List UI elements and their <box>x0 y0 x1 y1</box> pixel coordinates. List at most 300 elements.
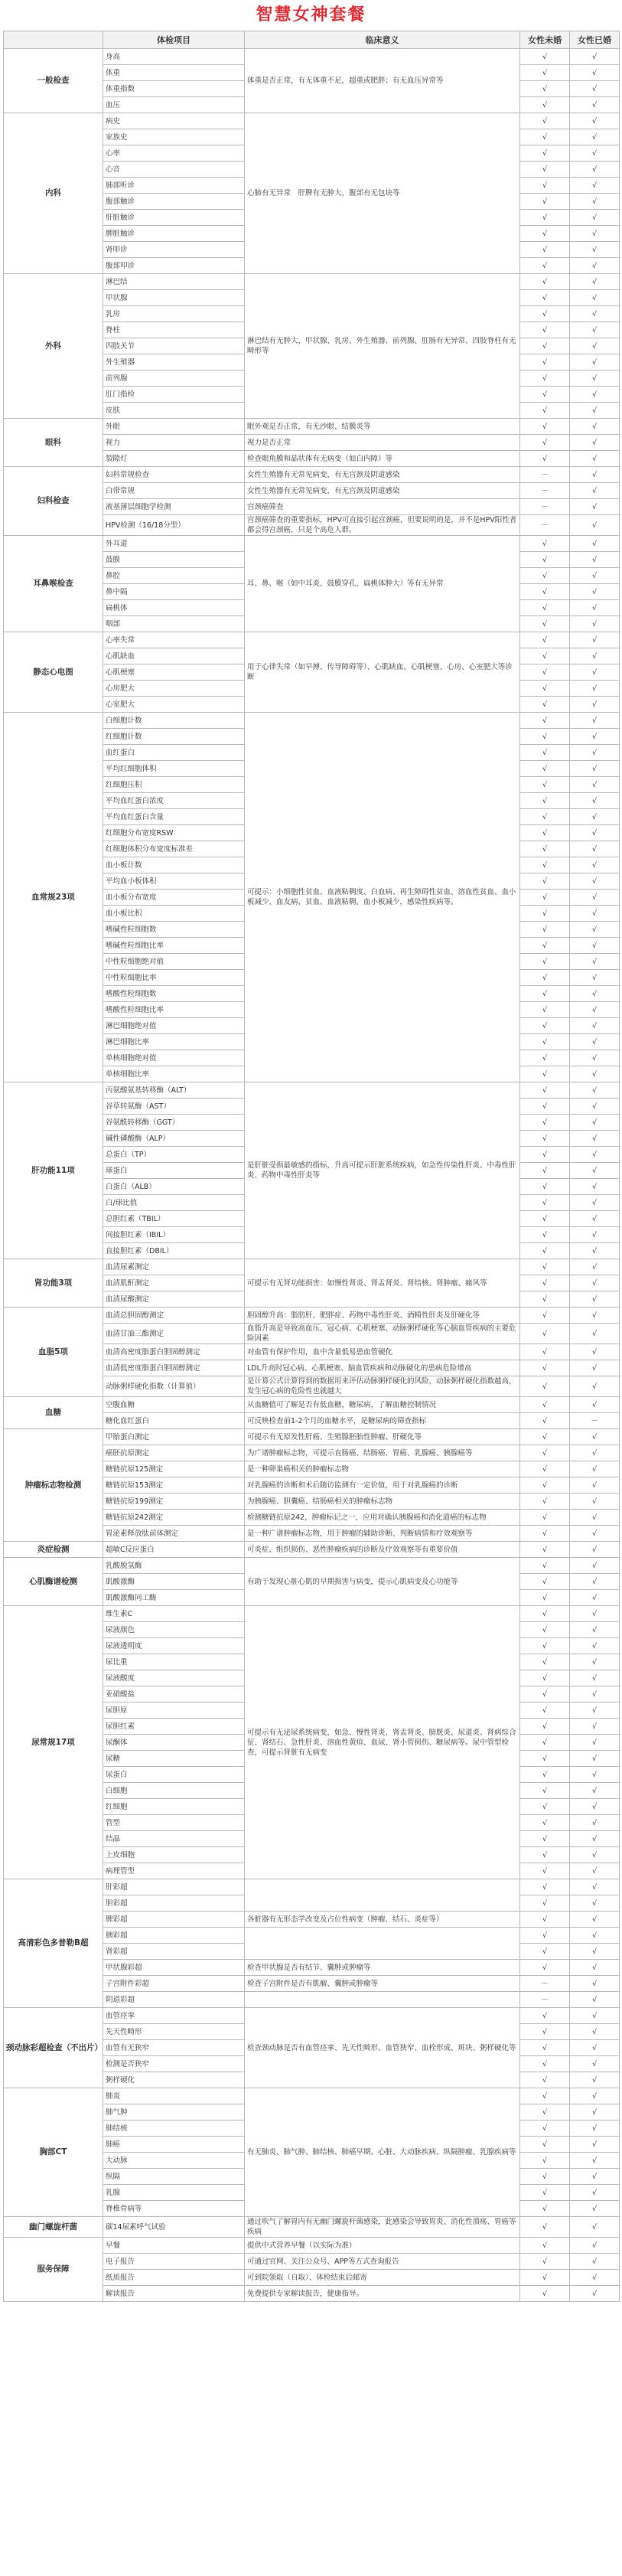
table-row <box>4 2008 620 2024</box>
married-mark: √ <box>570 2270 620 2286</box>
married-mark: √ <box>570 1147 620 1163</box>
married-mark: √ <box>570 1767 620 1783</box>
unmarried-mark: √ <box>520 49 570 65</box>
married-mark: √ <box>570 290 620 306</box>
item-cell: 血压 <box>103 97 245 113</box>
item-cell: 平均血红蛋白含量 <box>103 809 245 825</box>
unmarried-mark: √ <box>520 1494 570 1510</box>
item-cell: 心室肥大 <box>103 697 245 713</box>
married-mark: √ <box>570 1429 620 1445</box>
married-mark: √ <box>570 873 620 890</box>
item-cell: 尿胆原 <box>103 1703 245 1719</box>
item-cell: 前列腺 <box>103 371 245 387</box>
item-cell: 鼓膜 <box>103 552 245 568</box>
category-cell: 一般检查 <box>4 49 103 113</box>
item-cell: 白细胞计数 <box>103 713 245 729</box>
married-mark: √ <box>570 354 620 371</box>
married-mark: √ <box>570 226 620 242</box>
item-cell: 肝脏触诊 <box>103 210 245 226</box>
item-cell: 癌胚抗原测定 <box>103 1445 245 1461</box>
unmarried-mark: √ <box>520 1115 570 1131</box>
item-cell: 肝彩超 <box>103 1879 245 1895</box>
married-mark: √ <box>570 1211 620 1227</box>
item-cell: 解读报告 <box>103 2286 245 2302</box>
married-mark: √ <box>570 483 620 499</box>
meaning-cell: 各脏器有无形态学改变及占位性病变（肿瘤、结石、炎症等） <box>245 1912 520 1928</box>
married-mark: √ <box>570 1590 620 1606</box>
unmarried-mark: √ <box>520 2270 570 2286</box>
unmarried-mark: √ <box>520 761 570 777</box>
unmarried-mark: √ <box>520 536 570 552</box>
unmarried-mark: √ <box>520 1050 570 1066</box>
item-cell: 心肌缺血 <box>103 648 245 664</box>
meaning-cell: 眼外观是否正常，有无沙眼、结膜炎等 <box>245 419 520 435</box>
table-header-row <box>4 31 620 49</box>
unmarried-mark: √ <box>520 1324 570 1344</box>
item-cell: 鼻中隔 <box>103 584 245 600</box>
married-mark: √ <box>570 515 620 536</box>
item-cell: 肌酸激酶同工酶 <box>103 1590 245 1606</box>
married-mark: √ <box>570 1526 620 1542</box>
unmarried-mark: √ <box>520 1622 570 1638</box>
unmarried-mark: √ <box>520 242 570 258</box>
unmarried-mark: √ <box>520 1831 570 1847</box>
item-cell: 嗜碱性粒细胞比率 <box>103 938 245 954</box>
married-mark: √ <box>570 306 620 322</box>
unmarried-mark: √ <box>520 1082 570 1099</box>
married-mark: √ <box>570 49 620 65</box>
item-cell: 血清尿素测定 <box>103 1259 245 1275</box>
married-mark: √ <box>570 1494 620 1510</box>
item-cell: 血小板计数 <box>103 857 245 873</box>
unmarried-mark: √ <box>520 210 570 226</box>
married-mark: √ <box>570 1783 620 1799</box>
married-mark: √ <box>570 242 620 258</box>
unmarried-mark: √ <box>520 2121 570 2137</box>
item-cell: 尿比重 <box>103 1654 245 1670</box>
item-cell: 乳酸脱氢酶 <box>103 1558 245 1574</box>
unmarried-mark: √ <box>520 2169 570 2185</box>
item-cell: 脊椎骨病等 <box>103 2201 245 2217</box>
item-cell: 子宫附件彩超 <box>103 1976 245 1992</box>
married-mark: √ <box>570 986 620 1002</box>
item-cell: 心音 <box>103 162 245 178</box>
married-mark: √ <box>570 664 620 681</box>
married-mark: √ <box>570 1719 620 1735</box>
married-mark: √ <box>570 97 620 113</box>
married-mark: √ <box>570 451 620 467</box>
married-mark: √ <box>570 1542 620 1558</box>
meaning-cell: 宫颈癌筛查 <box>245 499 520 515</box>
married-mark: √ <box>570 1308 620 1324</box>
unmarried-mark: √ <box>520 1735 570 1751</box>
item-cell: 亚硝酸盐 <box>103 1686 245 1703</box>
unmarried-mark: √ <box>520 954 570 970</box>
item-cell: 血清高密度脂蛋白胆固醇测定 <box>103 1344 245 1360</box>
married-mark: √ <box>570 697 620 713</box>
item-cell: 糖链抗原153测定 <box>103 1477 245 1494</box>
item-cell: 尿糖 <box>103 1751 245 1767</box>
married-mark: － <box>570 1413 620 1429</box>
item-cell: 糖链抗原125测定 <box>103 1461 245 1477</box>
item-cell: 尿液颜色 <box>103 1622 245 1638</box>
unmarried-mark: √ <box>520 777 570 793</box>
item-cell: 糖链抗原199测定 <box>103 1494 245 1510</box>
item-cell: 咽部 <box>103 616 245 632</box>
item-cell: 血管痉挛 <box>103 2008 245 2024</box>
item-cell: 粥样硬化 <box>103 2072 245 2088</box>
married-mark: √ <box>570 857 620 873</box>
item-cell: 胆彩超 <box>103 1895 245 1912</box>
category-cell: 血糖 <box>4 1397 103 1429</box>
unmarried-mark: √ <box>520 226 570 242</box>
married-mark: √ <box>570 162 620 178</box>
meaning-cell: 为广谱肿瘤标志物，可提示直肠癌、结肠癌、胃癌、乳腺癌、胰腺癌等 <box>245 1445 520 1461</box>
item-cell: 总胆红素（TBIL） <box>103 1211 245 1227</box>
meaning-cell <box>245 1992 520 2008</box>
unmarried-mark: √ <box>520 1928 570 1944</box>
item-cell: 平均血小板体积 <box>103 873 245 890</box>
table-row <box>4 632 620 648</box>
meaning-cell: 可提示有无肾功能损害：如慢性肾炎、肾盂肾炎、肾结核、肾肿瘤、痛风等 <box>245 1259 520 1308</box>
married-mark: √ <box>570 1960 620 1976</box>
unmarried-mark: √ <box>520 387 570 403</box>
meaning-cell: 可提示：小细胞性贫血、血液粘稠度、白血病、再生障碍性贫血、溶血性贫血、血小板减少、血友病、贫血、血液粘稠、血小板减少，感染性疾病等。 <box>245 713 520 1082</box>
meaning-cell: 胆固醇升高：脂肪肝、肥胖症、药物中毒性肝炎、酒精性肝炎及肝硬化等 <box>245 1308 520 1324</box>
item-cell: 嗜碱性粒细胞数 <box>103 922 245 938</box>
married-mark: √ <box>570 1912 620 1928</box>
category-cell: 肝功能11项 <box>4 1082 103 1259</box>
married-mark: √ <box>570 2153 620 2169</box>
married-mark: √ <box>570 2169 620 2185</box>
unmarried-mark: √ <box>520 970 570 986</box>
married-mark: √ <box>570 81 620 97</box>
married-mark: √ <box>570 1360 620 1376</box>
married-mark: √ <box>570 2217 620 2238</box>
married-mark: √ <box>570 178 620 194</box>
married-mark: √ <box>570 729 620 745</box>
meaning-cell: 心肺有无异常 肝脾有无肿大，腹部有无包块等 <box>245 113 520 274</box>
meaning-cell: 宫颈癌筛查的重要指标，HPV可直接引起宫颈癌，但要说明的是，并不是HPV阳性者都会得宫颈癌，只是个高危人群。 <box>245 515 520 536</box>
item-cell: 体重指数 <box>103 81 245 97</box>
item-cell: 嗜酸性粒细胞数 <box>103 986 245 1002</box>
meaning-cell: 检查眼角膜和晶状体有无病变（如白内障）等 <box>245 451 520 467</box>
item-cell: 电子报告 <box>103 2254 245 2270</box>
married-mark: √ <box>570 1606 620 1622</box>
item-cell: 碱性磷酸酶（ALP） <box>103 1131 245 1147</box>
item-cell: 平均红细胞体积 <box>103 761 245 777</box>
item-cell: 外眼 <box>103 419 245 435</box>
unmarried-mark: √ <box>520 1195 570 1211</box>
married-mark: √ <box>570 1992 620 2008</box>
item-cell: 肺炎 <box>103 2088 245 2104</box>
table-row <box>4 713 620 729</box>
item-cell: 甲状腺 <box>103 290 245 306</box>
unmarried-mark: √ <box>520 1686 570 1703</box>
married-mark: √ <box>570 1291 620 1308</box>
unmarried-mark: － <box>520 499 570 515</box>
unmarried-mark: √ <box>520 451 570 467</box>
married-mark: √ <box>570 1622 620 1638</box>
unmarried-mark: √ <box>520 1510 570 1526</box>
meaning-cell: 通过吹气了解胃内有无幽门螺旋杆菌感染，此感染会导致胃炎、消化性溃疡、胃癌等疾病 <box>245 2217 520 2238</box>
unmarried-mark: √ <box>520 922 570 938</box>
married-mark: √ <box>570 1574 620 1590</box>
married-mark: √ <box>570 1735 620 1751</box>
married-mark: √ <box>570 1243 620 1259</box>
meaning-cell: 提供中式营养早餐（以实际为准） <box>245 2238 520 2254</box>
married-mark: √ <box>570 467 620 483</box>
unmarried-mark: √ <box>520 1243 570 1259</box>
married-mark: √ <box>570 1082 620 1099</box>
item-cell: 白带常规 <box>103 483 245 499</box>
unmarried-mark: √ <box>520 1606 570 1622</box>
item-cell: 中性粒细胞绝对值 <box>103 954 245 970</box>
unmarried-mark: √ <box>520 1099 570 1115</box>
table-row <box>4 1259 620 1275</box>
item-cell: 尿胆红素 <box>103 1719 245 1735</box>
unmarried-mark: √ <box>520 825 570 841</box>
married-mark: √ <box>570 1976 620 1992</box>
unmarried-mark: √ <box>520 2088 570 2104</box>
unmarried-mark: √ <box>520 1751 570 1767</box>
married-mark: √ <box>570 2056 620 2072</box>
unmarried-mark: √ <box>520 2104 570 2121</box>
unmarried-mark: √ <box>520 552 570 568</box>
meaning-cell: 是计算公式计算得到的数据用来评估动脉粥样硬化的风险，动脉粥样硬化指数越高，发生冠心病的危险性也就越大 <box>245 1376 520 1397</box>
married-mark: √ <box>570 600 620 616</box>
married-mark: √ <box>570 1002 620 1018</box>
category-cell: 内科 <box>4 113 103 274</box>
married-mark: √ <box>570 1275 620 1291</box>
item-cell: 血清总胆固醇测定 <box>103 1308 245 1324</box>
unmarried-mark: √ <box>520 1847 570 1863</box>
table-row <box>4 1308 620 1324</box>
unmarried-mark: √ <box>520 1413 570 1429</box>
item-cell: 心率失常 <box>103 632 245 648</box>
unmarried-mark: √ <box>520 113 570 129</box>
married-mark: √ <box>570 274 620 290</box>
item-cell: 皮肤 <box>103 403 245 419</box>
item-cell: 血清尿酸测定 <box>103 1291 245 1308</box>
unmarried-mark: √ <box>520 2024 570 2040</box>
category-cell: 眼科 <box>4 419 103 467</box>
item-cell: 淋巴结 <box>103 274 245 290</box>
item-cell: 白蛋白（ALB） <box>103 1179 245 1195</box>
item-cell: 直接胆红素（DBIL） <box>103 1243 245 1259</box>
unmarried-mark: √ <box>520 97 570 113</box>
item-cell: 平均血红蛋白浓度 <box>103 793 245 809</box>
unmarried-mark: √ <box>520 2185 570 2201</box>
married-mark: √ <box>570 1227 620 1243</box>
unmarried-mark: √ <box>520 1783 570 1799</box>
table-row <box>4 1429 620 1445</box>
unmarried-mark: √ <box>520 81 570 97</box>
married-mark: √ <box>570 906 620 922</box>
category-cell: 心肌酶谱检测 <box>4 1558 103 1606</box>
married-mark: √ <box>570 499 620 515</box>
married-mark: √ <box>570 2008 620 2024</box>
item-cell: 尿液酸度 <box>103 1670 245 1686</box>
meaning-cell: 检查甲状腺是否有结节、囊肿或肿瘤等 <box>245 1960 520 1976</box>
unmarried-mark: √ <box>520 1308 570 1324</box>
unmarried-mark: √ <box>520 1429 570 1445</box>
married-mark: √ <box>570 1863 620 1879</box>
meaning-cell: 女性生殖器有无常见病变，有无宫颈及阴道感染 <box>245 467 520 483</box>
item-cell: 上皮细胞 <box>103 1847 245 1863</box>
item-cell: 糖化血红蛋白 <box>103 1413 245 1429</box>
married-mark: √ <box>570 435 620 451</box>
item-cell: 胰彩超 <box>103 1928 245 1944</box>
unmarried-mark: √ <box>520 1703 570 1719</box>
meaning-cell: 有助于发现心脏心肌的早期损害与病变，提示心肌病变及心功能等 <box>245 1558 520 1606</box>
married-mark: √ <box>570 970 620 986</box>
married-mark: √ <box>570 1928 620 1944</box>
married-mark: √ <box>570 1686 620 1703</box>
item-cell: 肺结核 <box>103 2121 245 2137</box>
header-married: 女性已婚 <box>570 31 620 49</box>
meaning-cell: 检查颈动脉是否有血管痉挛、先天性畸形、血管狭窄、血栓形成、斑块、粥样硬化等 <box>245 2008 520 2088</box>
item-cell: 血清低密度脂蛋白胆固醇测定 <box>103 1360 245 1376</box>
married-mark: √ <box>570 1324 620 1344</box>
category-cell: 炎症检测 <box>4 1542 103 1558</box>
meaning-cell: 有无肺炎、肺气肿、肺结核、肺癌早期、心脏、大动脉疾病、纵隔肿瘤、乳腺疾病等 <box>245 2088 520 2217</box>
item-cell: 红细胞压积 <box>103 777 245 793</box>
unmarried-mark: √ <box>520 1477 570 1494</box>
married-mark: √ <box>570 648 620 664</box>
unmarried-mark: √ <box>520 129 570 145</box>
married-mark: √ <box>570 258 620 274</box>
married-mark: √ <box>570 194 620 210</box>
unmarried-mark: √ <box>520 632 570 648</box>
unmarried-mark: √ <box>520 306 570 322</box>
item-cell: 空腹血糖 <box>103 1397 245 1413</box>
category-cell: 颈动脉彩超检查（不出片） <box>4 2008 103 2088</box>
meaning-cell: 检查子宫附件是否有肌瘤、囊肿或肿瘤等 <box>245 1976 520 1992</box>
item-cell: 血红蛋白 <box>103 745 245 761</box>
item-cell: 血小板分布宽度 <box>103 890 245 906</box>
category-cell: 肾功能3项 <box>4 1259 103 1308</box>
married-mark: √ <box>570 338 620 354</box>
item-cell: 超敏C反应蛋白 <box>103 1542 245 1558</box>
married-mark: √ <box>570 387 620 403</box>
married-mark: √ <box>570 2088 620 2104</box>
meaning-cell: 免费提供专家解读报告，健康指导。 <box>245 2286 520 2302</box>
table-row <box>4 1082 620 1099</box>
item-cell: 脾脏触诊 <box>103 226 245 242</box>
married-mark: √ <box>570 419 620 435</box>
meaning-cell: 为胰腺癌、胆囊癌、结肠癌相关的肿瘤标志物 <box>245 1494 520 1510</box>
item-cell: 动脉粥样硬化指数（计算值） <box>103 1376 245 1397</box>
unmarried-mark: √ <box>520 1815 570 1831</box>
item-cell: 液基薄层细胞学检测 <box>103 499 245 515</box>
meaning-cell: 是一种卵巢癌相关的肿瘤标志物 <box>245 1461 520 1477</box>
married-mark: √ <box>570 1831 620 1847</box>
item-cell: 血小板比积 <box>103 906 245 922</box>
unmarried-mark: √ <box>520 906 570 922</box>
unmarried-mark: √ <box>520 809 570 825</box>
married-mark: √ <box>570 1131 620 1147</box>
unmarried-mark: √ <box>520 648 570 664</box>
item-cell: 心率 <box>103 145 245 162</box>
table-row <box>4 49 620 65</box>
item-cell: 管型 <box>103 1815 245 1831</box>
married-mark: √ <box>570 1654 620 1670</box>
item-cell: 甲胎蛋白测定 <box>103 1429 245 1445</box>
unmarried-mark: √ <box>520 1654 570 1670</box>
page-title: 智慧女神套餐 <box>256 5 366 24</box>
meaning-cell: 淋巴结有无肿大，甲状腺、乳房、外生殖器、前列腺、肛肠有无异常、四肢脊柱有无畸形等 <box>245 274 520 419</box>
item-cell: HPV检测（16/18分型） <box>103 515 245 536</box>
unmarried-mark: √ <box>520 2153 570 2169</box>
unmarried-mark: √ <box>520 873 570 890</box>
unmarried-mark: √ <box>520 2201 570 2217</box>
married-mark: √ <box>570 2024 620 2040</box>
unmarried-mark: √ <box>520 145 570 162</box>
unmarried-mark: √ <box>520 1179 570 1195</box>
meaning-cell: 是一种广谱肿瘤标志物，用于肿瘤的辅助诊断、判断病情和疗效观察等 <box>245 1526 520 1542</box>
married-mark: √ <box>570 1259 620 1275</box>
meaning-cell: 血脂升高是导致高血压、冠心病、心肌梗塞、动脉粥样硬化等心脑血管疾病的主要危险因素 <box>245 1324 520 1344</box>
unmarried-mark: √ <box>520 290 570 306</box>
married-mark: √ <box>570 1558 620 1574</box>
unmarried-mark: √ <box>520 1879 570 1895</box>
married-mark: √ <box>570 552 620 568</box>
unmarried-mark: √ <box>520 1574 570 1590</box>
meaning-cell: 女性生殖器有无常见病变，有无宫颈及阴道感染 <box>245 483 520 499</box>
unmarried-mark: √ <box>520 616 570 632</box>
meaning-cell: 可反映检查前1-2个月的血糖水平，是糖尿病的筛查指标 <box>245 1413 520 1429</box>
married-mark: √ <box>570 1099 620 1115</box>
header-item: 体检项目 <box>103 31 245 49</box>
unmarried-mark: √ <box>520 322 570 338</box>
married-mark: √ <box>570 1847 620 1863</box>
unmarried-mark: √ <box>520 697 570 713</box>
unmarried-mark: √ <box>520 1163 570 1179</box>
category-cell: 肿瘤标志物检测 <box>4 1429 103 1542</box>
unmarried-mark: √ <box>520 793 570 809</box>
item-cell: 视力 <box>103 435 245 451</box>
item-cell: 肺部听诊 <box>103 178 245 194</box>
unmarried-mark: √ <box>520 1227 570 1243</box>
unmarried-mark: √ <box>520 371 570 387</box>
unmarried-mark: √ <box>520 1211 570 1227</box>
table-row <box>4 1879 620 1895</box>
item-cell: 四肢关节 <box>103 338 245 354</box>
table-row <box>4 1606 620 1622</box>
category-cell: 胸部CT <box>4 2088 103 2217</box>
unmarried-mark: √ <box>520 274 570 290</box>
item-cell: 血清甘油三酯测定 <box>103 1324 245 1344</box>
unmarried-mark: √ <box>520 2217 570 2238</box>
item-cell: 家族史 <box>103 129 245 145</box>
married-mark: √ <box>570 954 620 970</box>
table-row <box>4 2217 620 2238</box>
married-mark: √ <box>570 1034 620 1050</box>
unmarried-mark: √ <box>520 681 570 697</box>
table-row <box>4 274 620 290</box>
item-cell: 总蛋白（TP） <box>103 1147 245 1163</box>
married-mark: √ <box>570 584 620 600</box>
married-mark: √ <box>570 1895 620 1912</box>
married-mark: √ <box>570 145 620 162</box>
unmarried-mark: √ <box>520 2286 570 2302</box>
item-cell: 纵隔 <box>103 2169 245 2185</box>
unmarried-mark: － <box>520 515 570 536</box>
married-mark: √ <box>570 632 620 648</box>
item-cell: 病史 <box>103 113 245 129</box>
unmarried-mark: － <box>520 483 570 499</box>
